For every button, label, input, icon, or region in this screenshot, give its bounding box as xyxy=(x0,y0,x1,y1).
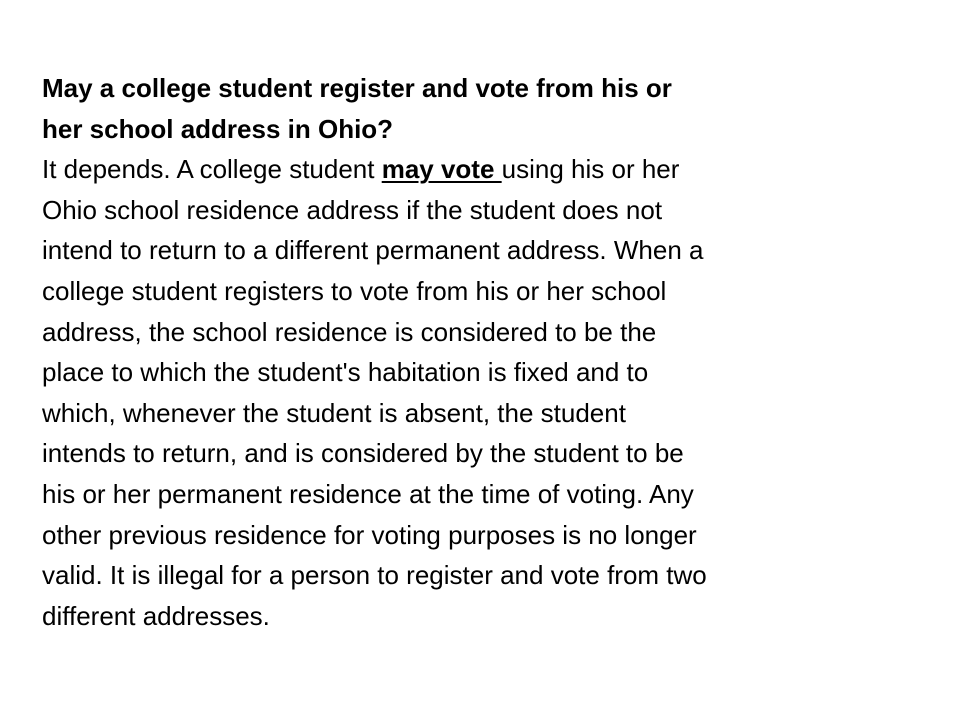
answer-intro: It depends. A college student xyxy=(42,154,382,185)
answer-line-1-rest: using his or her xyxy=(501,154,680,185)
text-block xyxy=(42,68,882,636)
may-vote-emphasis: may vote xyxy=(381,154,502,185)
heading-line-2: her school address in Ohio? xyxy=(42,113,394,144)
answer-line-5: address, the school residence is considered to be the xyxy=(42,316,657,347)
answer-line-7: which, whenever the student is absent, the student xyxy=(42,397,626,428)
answer-line-2: Ohio school residence address if the student does not xyxy=(42,194,663,225)
answer-line-8: intends to return, and is considered by the student to be xyxy=(42,438,684,469)
answer-line-3: intend to return to a different permanent address. When a xyxy=(42,235,704,266)
answer-line-6: place to which the student's habitation is fixed and to xyxy=(42,357,649,388)
answer-line-9: his or her permanent residence at the time of voting. Any xyxy=(42,478,694,509)
answer-line-11: valid. It is illegal for a person to register and vote from two xyxy=(42,560,707,591)
answer-line-4: college student registers to vote from his or her school xyxy=(42,275,667,306)
heading-line-1: May a college student register and vote from his or xyxy=(42,73,672,103)
answer-line-12: different addresses. xyxy=(42,600,270,631)
answer-line-10: other previous residence for voting purposes is no longer xyxy=(42,519,697,550)
answer-line-1 xyxy=(42,149,882,190)
